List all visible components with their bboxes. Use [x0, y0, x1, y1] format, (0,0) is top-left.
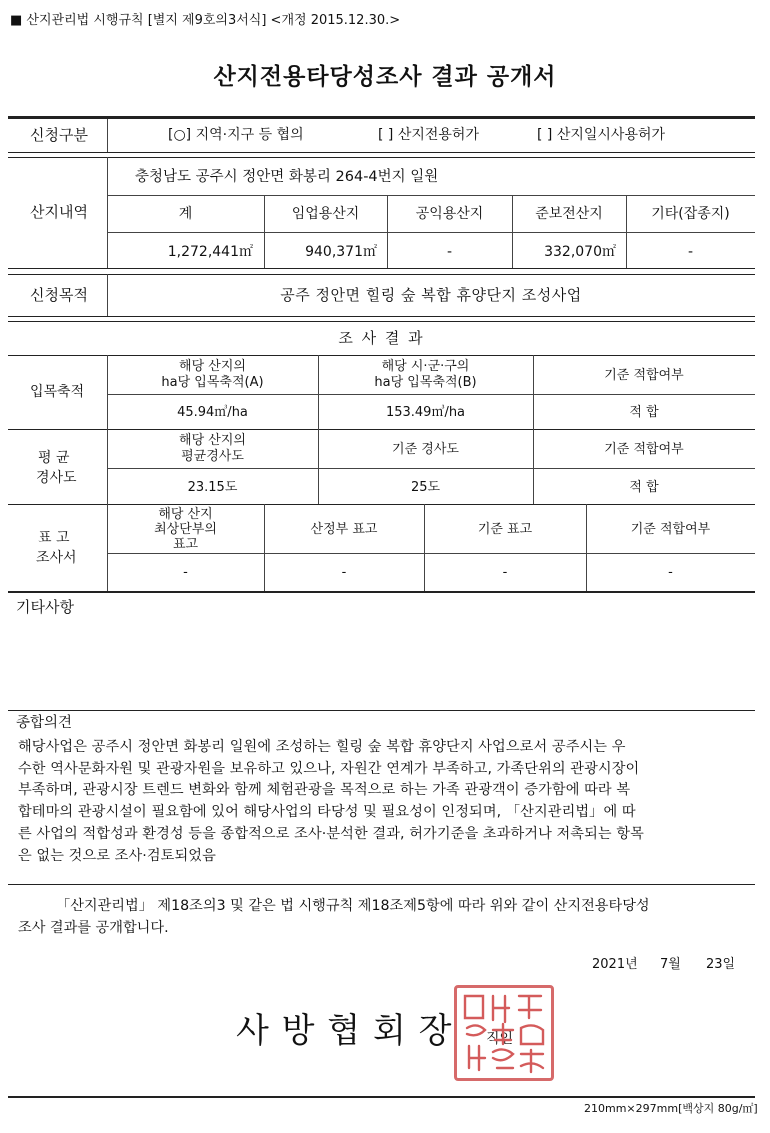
- opinion-line: 른 사업의 적합성과 환경성 등을 종합적으로 조사·분석한 결과, 허가기준을 초과하거나 저촉되는 항목: [18, 825, 644, 842]
- option-conversion-permit-checkbox[interactable]: [ ] 산지전용허가: [378, 127, 479, 143]
- elevation-value-summit: -: [341, 565, 347, 580]
- rule: [8, 884, 755, 885]
- rule: [107, 232, 755, 233]
- rule: [8, 504, 755, 505]
- slope-header-standard: 기준 경사도: [392, 442, 459, 457]
- rule: [8, 268, 755, 269]
- opinion-line: 부족하며, 관광시장 트렌드 변화와 함께 체험관광을 목적으로 하는 가족 관광객이 증가함에 따라 복: [18, 782, 631, 799]
- slope-value-standard: 25도: [410, 480, 441, 495]
- rule: [8, 274, 755, 275]
- application-type-label: 신청구분: [30, 126, 88, 144]
- elevation-header-a-line3: 표고: [172, 537, 199, 552]
- stocking-header-compliance: 기준 적합여부: [604, 368, 684, 383]
- elevation-value-a: -: [183, 565, 188, 580]
- date-day: 23일: [706, 957, 736, 972]
- survey-results-heading: 조 사 결 과: [338, 329, 425, 347]
- address-value: 충청남도 공주시 정안면 화봉리 264-4번지 일원: [135, 169, 439, 185]
- value-total: 1,272,441㎡: [167, 244, 253, 260]
- elevation-value-standard: -: [502, 565, 508, 580]
- rule: [107, 355, 108, 591]
- header-semi-conservation-land: 준보전산지: [535, 206, 603, 222]
- stocking-label: 입목축적: [30, 384, 85, 400]
- elevation-header-summit: 산정부 표고: [310, 522, 378, 537]
- rule: [107, 468, 755, 469]
- official-seal-icon: [454, 985, 554, 1081]
- table-top-rule: [8, 116, 755, 119]
- rule: [8, 321, 755, 322]
- seal-glyph-icon: [457, 988, 551, 1078]
- slope-header-compliance: 기준 적합여부: [604, 442, 684, 457]
- slope-label-line1: 평 균: [38, 450, 70, 466]
- stocking-value-a: 45.94㎥/ha: [177, 405, 248, 420]
- slope-header-a-line1: 해당 산지의: [179, 433, 246, 448]
- purpose-label: 신청목적: [30, 286, 88, 304]
- elevation-header-a-line2: 최상단부의: [154, 522, 217, 537]
- page-title: 산지전용타당성조사 결과 공개서: [213, 64, 557, 90]
- stocking-header-b-line2: ha당 입목축적(B): [374, 375, 477, 390]
- slope-value-a: 23.15도: [187, 480, 238, 495]
- opinion-line: 은 없는 것으로 조사·검토되었음: [18, 847, 216, 864]
- overall-opinion-text: [18, 737, 644, 867]
- opinion-line: 수한 역사문화자원 및 관광자원을 보유하고 있으나, 자원간 연계가 부족하고, 가족단위의 관광시장이: [18, 760, 640, 777]
- rule: [8, 710, 755, 711]
- option-temporary-use-checkbox[interactable]: [ ] 산지일시사용허가: [537, 127, 666, 143]
- slope-label-line2: 경사도: [36, 470, 77, 486]
- date-year: 2021년: [592, 957, 638, 972]
- rule: [8, 1096, 755, 1098]
- rule: [8, 152, 755, 153]
- option-consultation-checkbox[interactable]: [○] 지역·지구 등 협의: [168, 127, 304, 143]
- stocking-value-b: 153.49㎥/ha: [385, 405, 466, 420]
- elevation-label-line2: 조사서: [36, 550, 77, 566]
- overall-opinion-label: 종합의견: [16, 715, 73, 731]
- date-month: 7월: [660, 957, 681, 972]
- value-semi-conservation-land: 332,070㎡: [544, 244, 616, 260]
- form-header: ■ 산지관리법 시행규칙 [별지 제9호의3서식] <개정 2015.12.30.>: [10, 13, 401, 28]
- stocking-value-compliance: 적 합: [629, 405, 659, 420]
- seal-label: 직인: [486, 1031, 514, 1047]
- elevation-header-standard: 기준 표고: [477, 522, 533, 537]
- opinion-line: 해당사업은 공주시 정안면 화봉리 일원에 조성하는 힐링 숲 복합 휴양단지 사업으로서 공주시는 우: [18, 739, 626, 755]
- rule: [107, 394, 755, 395]
- value-miscellaneous-land: -: [687, 244, 694, 260]
- stocking-header-a-line2: ha당 입목축적(A): [161, 375, 264, 390]
- rule: [8, 591, 755, 593]
- issuer-name: 사 방 협 회 장: [236, 1011, 453, 1051]
- rule: [8, 157, 755, 158]
- purpose-value: 공주 정안면 힐링 숲 복합 휴양단지 조성사업: [280, 286, 582, 304]
- slope-value-compliance: 적 합: [629, 480, 659, 495]
- slope-header-a-line2: 평균경사도: [181, 449, 244, 464]
- opinion-line: 합테마의 관광시설이 필요함에 있어 해당사업의 타당성 및 필요성이 인정되며, 「산지관리법」에 따: [18, 804, 636, 821]
- header-total: 계: [178, 206, 193, 222]
- value-public-land: -: [446, 244, 453, 260]
- header-forestry-land: 임업용산지: [291, 206, 360, 222]
- rule: [8, 429, 755, 430]
- header-public-land: 공익용산지: [415, 206, 484, 222]
- value-forestry-land: 940,371㎡: [305, 244, 377, 260]
- rule: [107, 119, 108, 152]
- rule: [107, 553, 755, 554]
- elevation-label-line1: 표 고: [38, 530, 70, 546]
- elevation-header-a-line1: 해당 산지: [158, 507, 213, 522]
- rule: [8, 355, 755, 356]
- forest-details-label: 산지내역: [30, 203, 88, 221]
- stocking-header-a-line1: 해당 산지의: [179, 359, 246, 374]
- elevation-header-compliance: 기준 적합여부: [630, 522, 711, 537]
- elevation-value-compliance: -: [668, 565, 673, 580]
- statement-line1: 「산지관리법」 제18조의3 및 같은 법 시행규칙 제18조제5항에 따라 위와 같이 산지전용타당성: [56, 898, 650, 914]
- header-miscellaneous-land: 기타(잡종지): [651, 206, 730, 222]
- rule: [107, 195, 755, 196]
- rule: [8, 316, 755, 317]
- stocking-header-b-line1: 해당 시·군·구의: [381, 359, 470, 374]
- other-notes-label: 기타사항: [16, 598, 74, 616]
- statement-line2: 조사 결과를 공개합니다.: [18, 920, 169, 936]
- paper-spec: 210mm×297mm[백상지 80g/㎡]: [584, 1102, 758, 1115]
